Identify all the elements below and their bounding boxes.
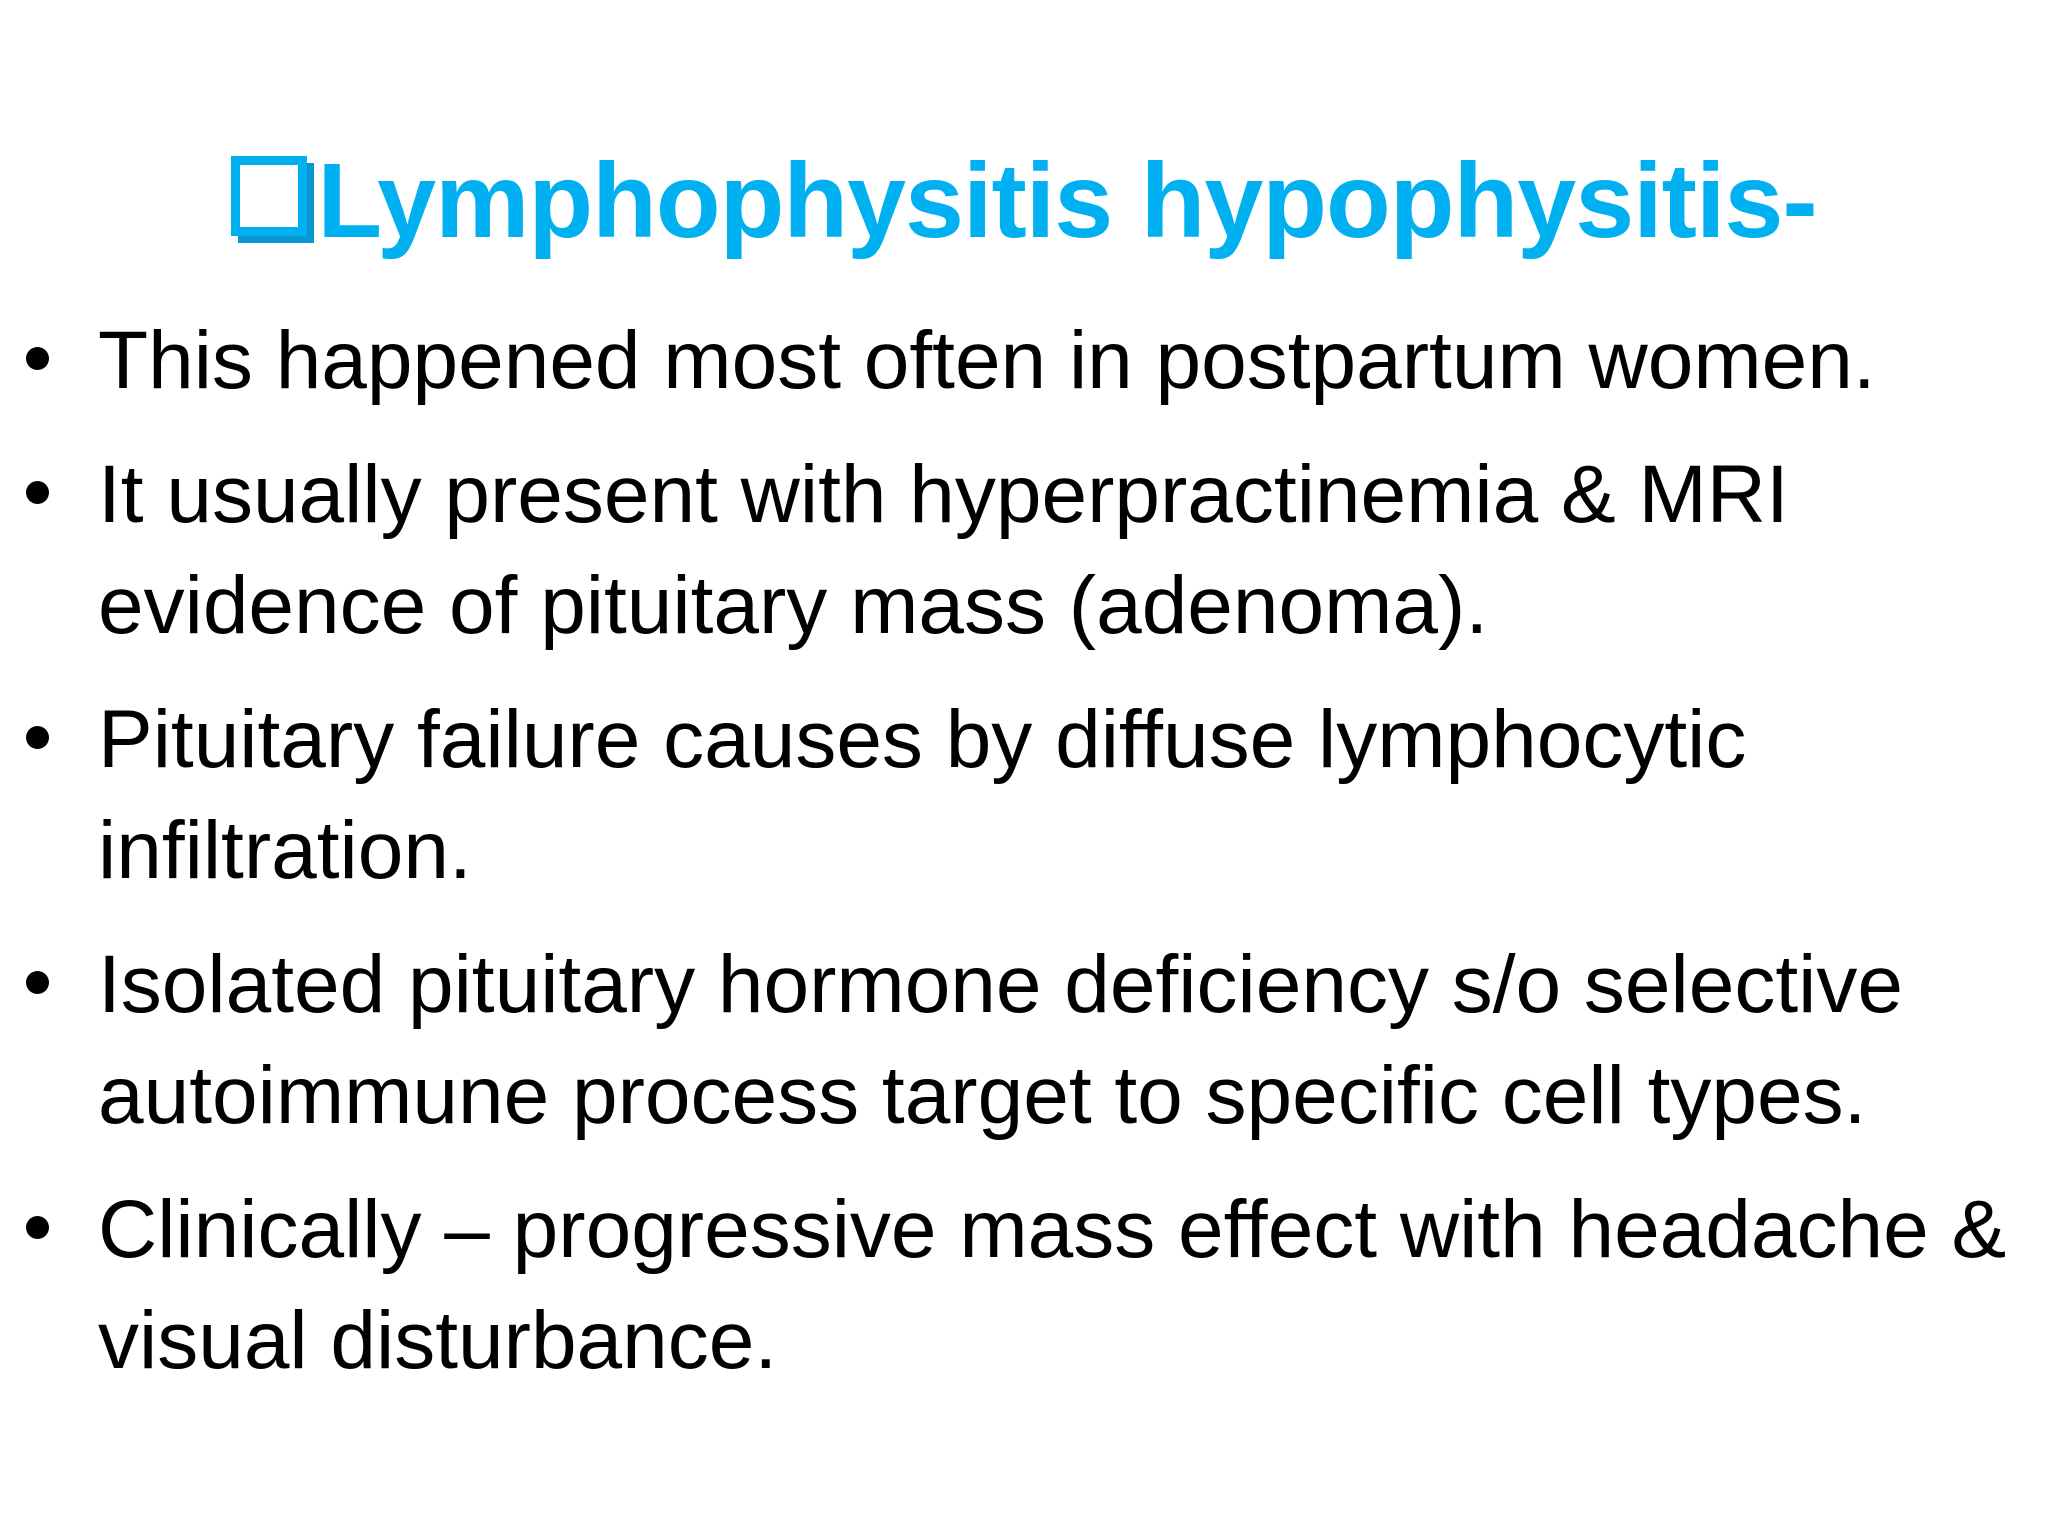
bullet-dot-icon xyxy=(26,481,49,504)
bullet-item xyxy=(0,929,2048,1151)
bullet-text: Isolated pituitary hormone deficiency s/o selective autoimmune process target to specific cell types. xyxy=(98,939,1903,1141)
bullet-dot-icon xyxy=(26,726,49,749)
bullet-dot-icon xyxy=(26,1216,49,1239)
bullet-text: Clinically – progressive mass effect with headache & visual disturbance. xyxy=(98,1184,2007,1386)
checkbox-square-icon xyxy=(231,156,307,236)
bullet-item xyxy=(0,305,2048,416)
bullet-list xyxy=(0,305,2048,1419)
bullet-dot-icon xyxy=(26,347,49,370)
bullet-text: This happened most often in postpartum women. xyxy=(98,315,1876,406)
slide-title: Lymphophysitis hypophysitis- xyxy=(317,142,1817,260)
bullet-item xyxy=(0,684,2048,906)
bullet-item xyxy=(0,439,2048,661)
bullet-dot-icon xyxy=(26,971,49,994)
bullet-item xyxy=(0,1174,2048,1396)
bullet-text: It usually present with hyperpractinemia & MRI evidence of pituitary mass (adenoma). xyxy=(98,449,1789,651)
title-row xyxy=(0,126,2048,276)
bullet-text: Pituitary failure causes by diffuse lymphocytic infiltration. xyxy=(98,694,1747,896)
